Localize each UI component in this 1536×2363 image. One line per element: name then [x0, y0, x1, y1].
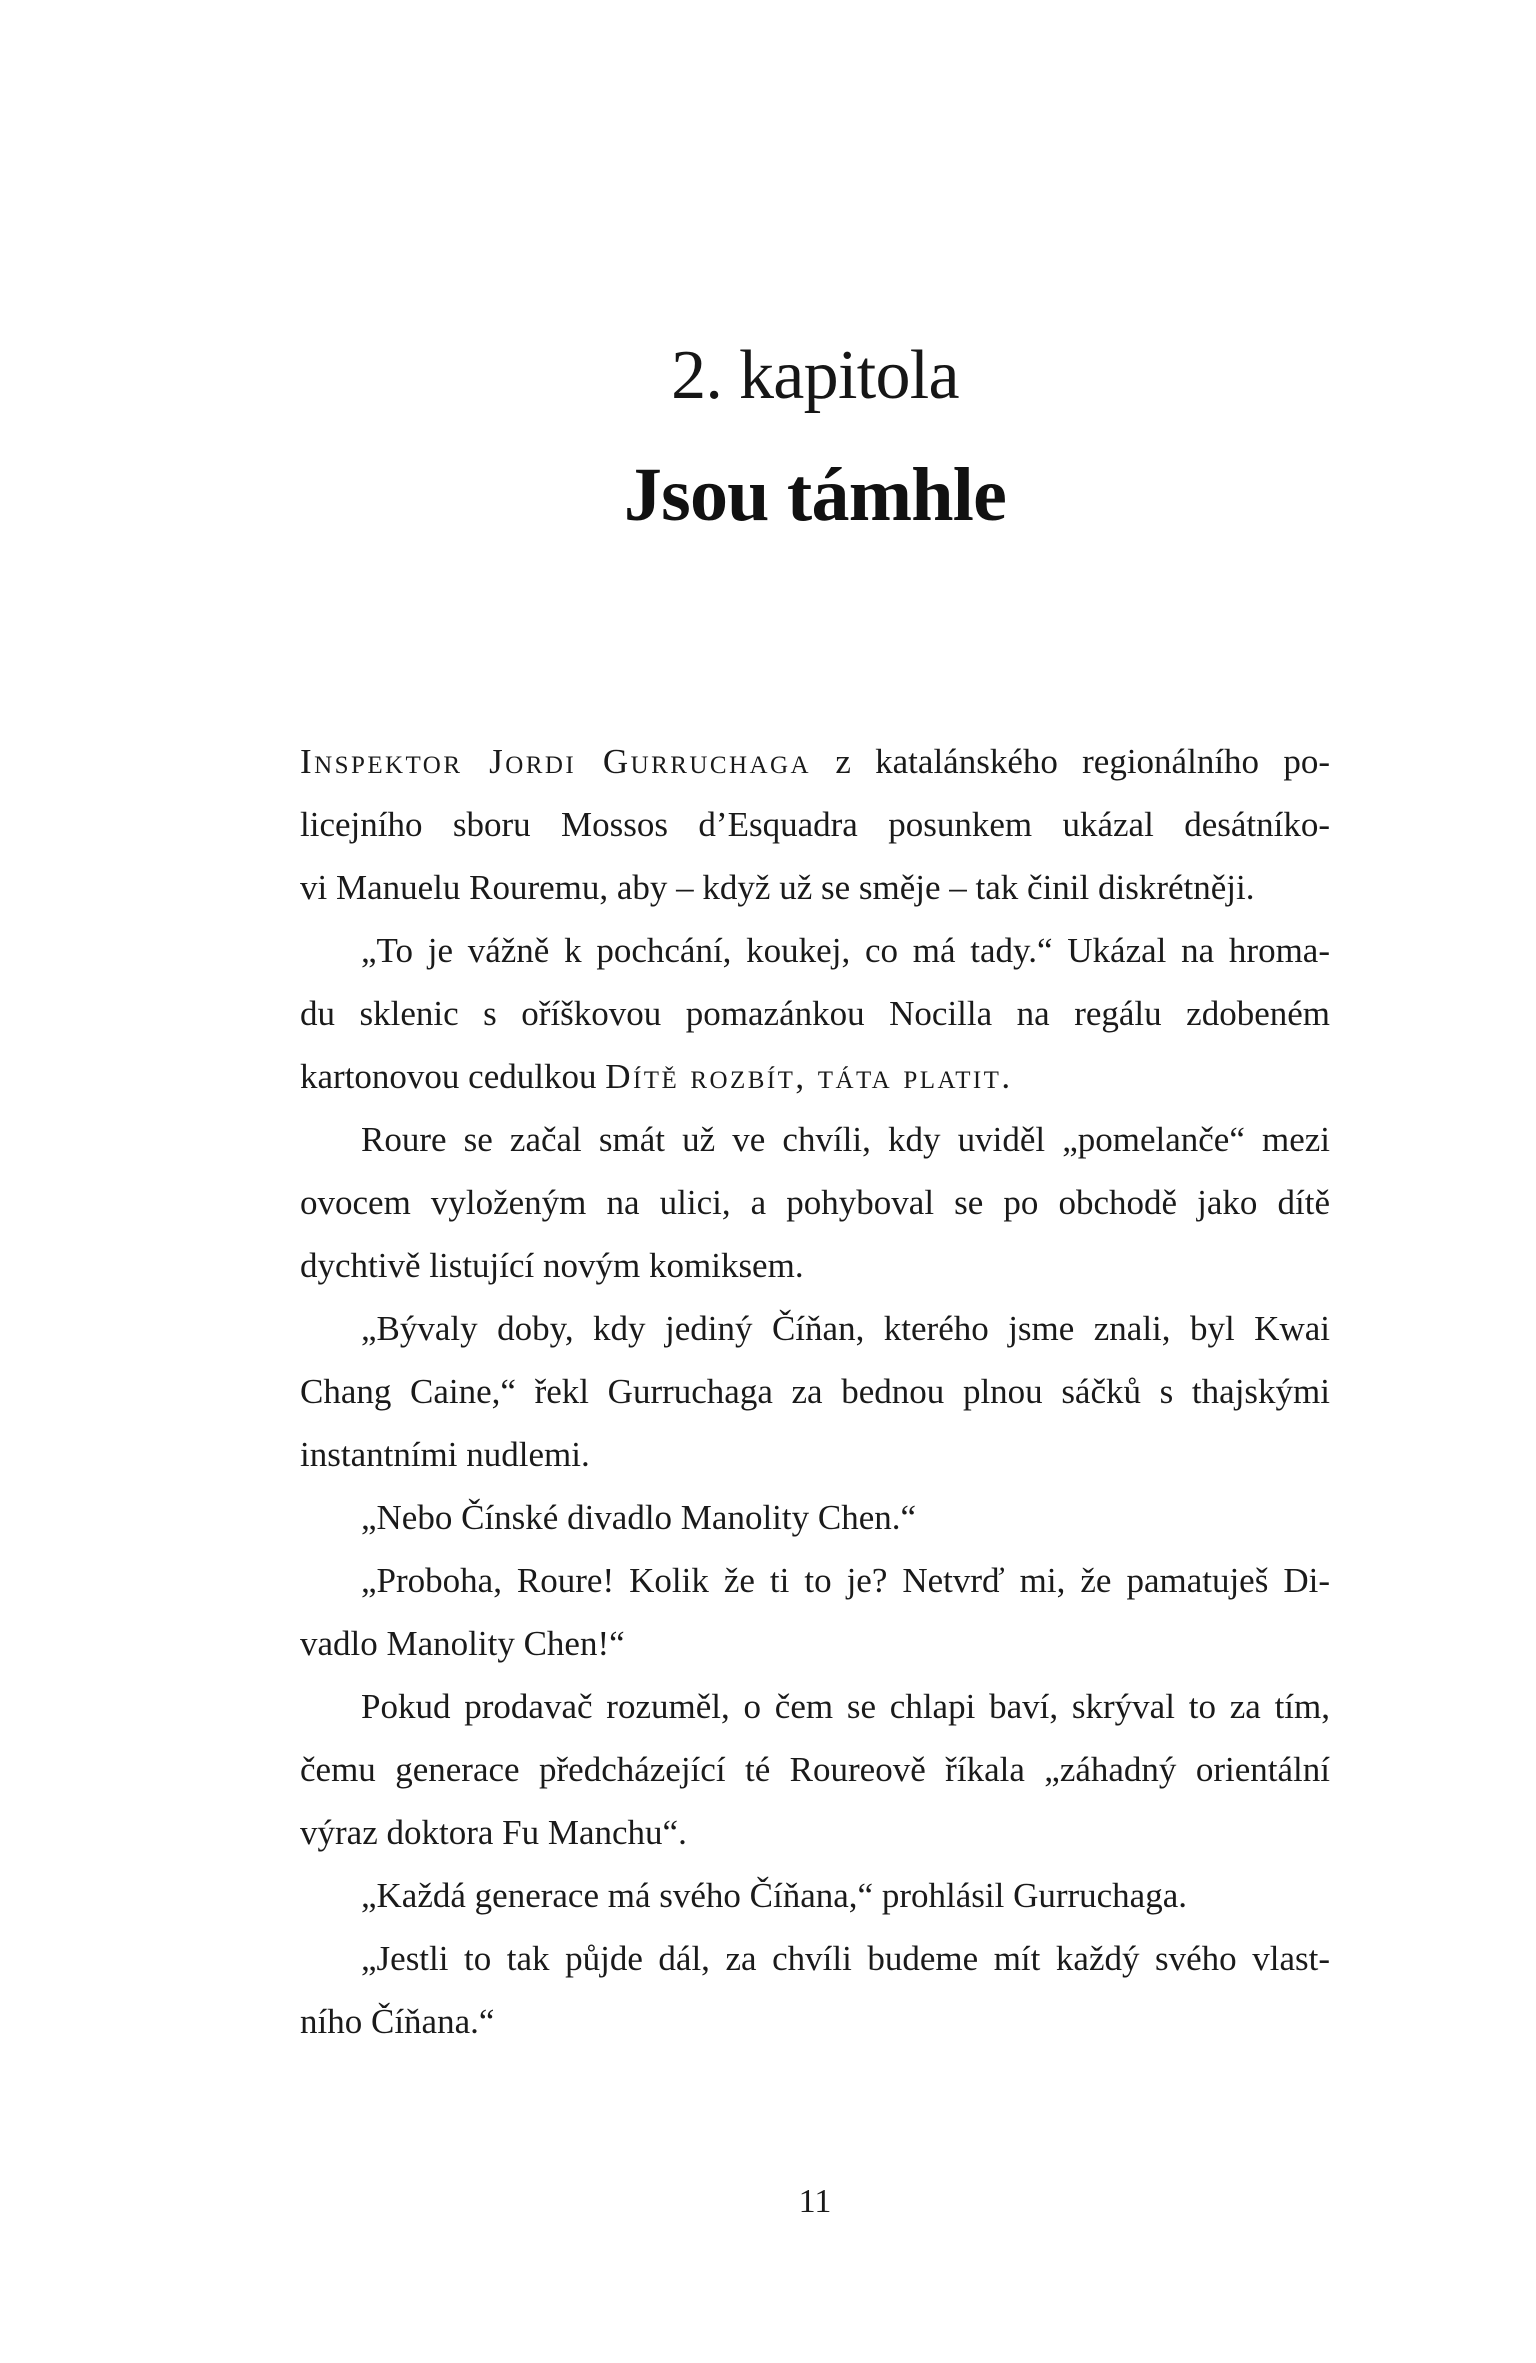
- paragraph: [300, 1297, 1330, 1486]
- page-number: 11: [798, 2183, 832, 2220]
- text-line: [300, 1927, 1330, 1990]
- text-segment: ovocem vyloženým na ulici, a pohyboval se po obchodě jako dítě: [300, 1183, 1330, 1222]
- text-line: [300, 1108, 1330, 1171]
- text-segment: z katalánského regionálního po-: [811, 742, 1330, 781]
- chapter-number: 2. kapitola: [671, 337, 959, 414]
- smallcaps-text: Dítě rozbít, táta platit.: [605, 1057, 1013, 1096]
- text-segment: dychtivě listující novým komiksem.: [300, 1246, 804, 1285]
- text-segment: výraz doktora Fu Manchu“.: [300, 1813, 687, 1852]
- text-segment: „Proboha, Roure! Kolik že ti to je? Netvrď mi, že pamatuješ Di-: [361, 1561, 1330, 1600]
- text-line: [300, 1612, 1330, 1675]
- text-line: [300, 1990, 1330, 2053]
- text-line: [300, 919, 1330, 982]
- text-line: [300, 1423, 1330, 1486]
- paragraph: [300, 1108, 1330, 1297]
- text-line: [300, 1738, 1330, 1801]
- text-segment: vi Manuelu Rouremu, aby – když už se směje – tak činil diskrétněji.: [300, 868, 1255, 907]
- text-segment: „To je vážně k pochcání, koukej, co má tady.“ Ukázal na hroma-: [361, 931, 1330, 970]
- text-line: [300, 1360, 1330, 1423]
- text-line: [300, 1549, 1330, 1612]
- text-segment: kartonovou cedulkou: [300, 1057, 606, 1096]
- text-segment: „Nebo Čínské divadlo Manolity Chen.“: [361, 1498, 917, 1537]
- text-segment: vadlo Manolity Chen!“: [300, 1624, 625, 1663]
- paragraph: [300, 730, 1330, 919]
- text-segment: čemu generace předcházející té Roureově říkala „záhadný orientální: [300, 1750, 1330, 1789]
- chapter-title: Jsou támhle: [623, 453, 1007, 537]
- text-segment: „Bývaly doby, kdy jediný Číňan, kterého jsme znali, byl Kwai: [361, 1309, 1330, 1348]
- paragraph: [300, 1549, 1330, 1675]
- text-line: [300, 982, 1330, 1045]
- text-segment: licejního sboru Mossos d’Esquadra posunkem ukázal desátníko-: [300, 805, 1330, 844]
- text-line: [300, 1801, 1330, 1864]
- body-text: [300, 730, 1330, 2053]
- text-line: [300, 1171, 1330, 1234]
- paragraph: [300, 1864, 1330, 1927]
- paragraph: [300, 1675, 1330, 1864]
- text-line: [300, 1486, 1330, 1549]
- text-line: [300, 1297, 1330, 1360]
- text-line: [300, 856, 1330, 919]
- smallcaps-text: Inspektor Jordi Gurruchaga: [300, 742, 812, 781]
- text-segment: ního Číňana.“: [300, 2002, 495, 2041]
- paragraph: [300, 919, 1330, 1108]
- paragraph: [300, 1927, 1330, 2053]
- text-line: [300, 1045, 1330, 1108]
- text-segment: Pokud prodavač rozuměl, o čem se chlapi baví, skrýval to za tím,: [361, 1687, 1330, 1726]
- text-segment: „Jestli to tak půjde dál, za chvíli budeme mít každý svého vlast-: [361, 1939, 1330, 1978]
- paragraph: [300, 1486, 1330, 1549]
- text-segment: instantními nudlemi.: [300, 1435, 590, 1474]
- text-line: [300, 793, 1330, 856]
- text-segment: Roure se začal smát už ve chvíli, kdy uviděl „pomelanče“ mezi: [361, 1120, 1330, 1159]
- text-segment: du sklenic s oříškovou pomazánkou Nocilla na regálu zdobeném: [300, 994, 1330, 1033]
- text-line: [300, 1234, 1330, 1297]
- text-segment: „Každá generace má svého Číňana,“ prohlásil Gurruchaga.: [361, 1876, 1188, 1915]
- text-line: [300, 730, 1330, 793]
- text-line: [300, 1864, 1330, 1927]
- text-line: [300, 1675, 1330, 1738]
- text-segment: Chang Caine,“ řekl Gurruchaga za bednou plnou sáčků s thajskými: [300, 1372, 1330, 1411]
